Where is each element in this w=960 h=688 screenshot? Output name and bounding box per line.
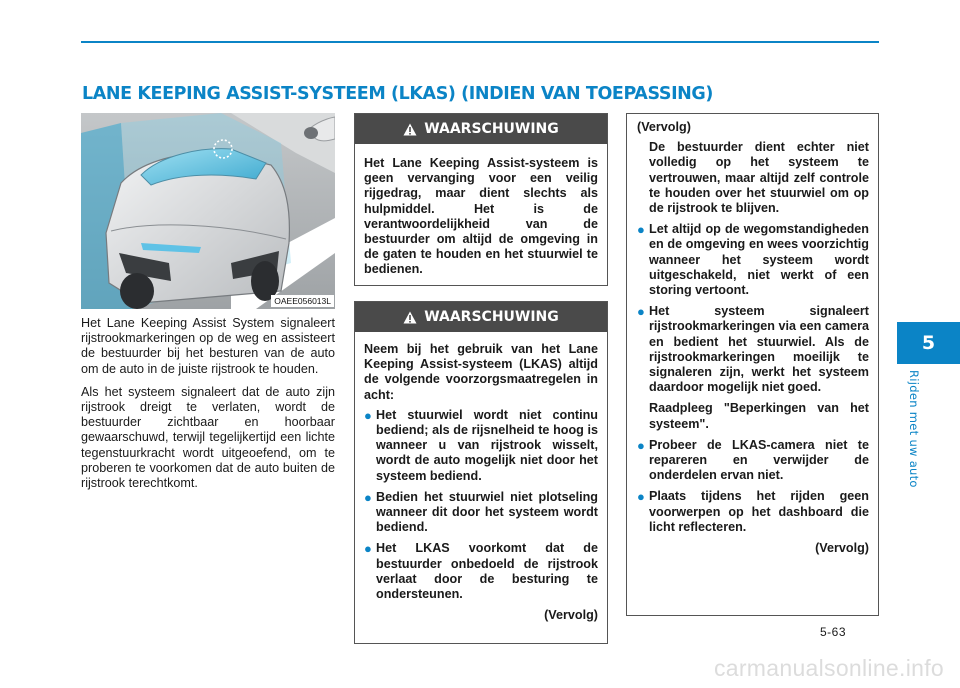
warning-header-2	[355, 302, 607, 332]
bullet-dot-icon: ●	[637, 437, 645, 453]
bullet-text: Het LKAS voorkomt dat de bestuurder onbedoeld de rijstrook verlaat door de besturing te ondersteunen.	[376, 541, 598, 602]
intro-text	[81, 316, 335, 499]
warning-header-label: WAARSCHUWING	[424, 309, 559, 325]
bullet-dot-icon: ●	[364, 541, 372, 557]
continued-box	[626, 113, 879, 616]
bullet-text: Plaats tijdens het rijden geen voorwerpen op het dashboard die licht reflecteren.	[649, 489, 869, 534]
warning-box-1	[354, 113, 608, 286]
list-item	[364, 408, 598, 484]
bullet-text: Probeer de LKAS-camera niet te repareren en verwijder de onderdelen ervan niet.	[649, 437, 869, 483]
warning-header-1	[355, 114, 607, 144]
continued-bullet-list	[637, 222, 869, 535]
section-title: LANE KEEPING ASSIST-SYSTEEM (LKAS) (INDIEN VAN TOEPASSING)	[82, 84, 713, 104]
chapter-tab: 5	[897, 322, 960, 364]
bullet-text: Het systeem signaleert rijstrookmarkeringen via een camera en bedient het stuurwiel. Als de rijstrookmarkeringen moeilijk te signaleren zijn, werkt het systeem daardoor mogelijk niet goed.	[649, 304, 869, 395]
top-rule	[81, 41, 879, 43]
warning-intro: Neem bij het gebruik van het Lane Keeping Assist-systeem (LKAS) altijd de volgende voorzorgsmaatregelen in acht:	[364, 342, 598, 402]
intro-paragraph-1: Het Lane Keeping Assist System signaleert rijstrookmarkeringen op de weg en assisteert de bestuurder bij het besturen van de auto om de auto in de juiste rijstrook te houden.	[81, 316, 335, 376]
bullet-dot-icon: ●	[637, 489, 645, 505]
continued-heading: (Vervolg)	[637, 120, 691, 134]
bullet-dot-icon: ●	[364, 489, 372, 505]
list-item	[637, 438, 869, 484]
bullet-note: Raadpleeg "Beperkingen van het systeem".	[649, 401, 869, 431]
continued-first: De bestuurder dient echter niet volledig op het systeem te vertrouwen, maar altijd zelf controle te houden over het stuurwiel om op de rijstrook te blijven.	[649, 140, 869, 216]
bullet-dot-icon: ●	[364, 407, 372, 423]
list-item	[364, 490, 598, 536]
warning-bullet-list	[364, 408, 598, 602]
warning-triangle-icon	[403, 123, 417, 136]
page-number: 5-63	[820, 625, 847, 639]
intro-paragraph-2: Als het systeem signaleert dat de auto zijn rijstrook dreigt te verlaten, wordt de bestuurder zichtbaar en hoorbaar gewaarschuwd, terwijl tegelijkertijd een lichte tegenstuurkracht wordt uitgeoefend, om te proberen te voorkomen dat de auto buiten de rijstrook terechtkomt.	[81, 384, 335, 491]
warning-text-1: Het Lane Keeping Assist-systeem is geen vervanging voor een veilig rijgedrag, maar dient slechts als hulpmiddel. Het is de verantwoordelijkheid van de bestuurder om altijd de omgeving in de gaten te houden en het stuurwiel te bedienen.	[364, 156, 598, 277]
warning-box-2	[354, 301, 608, 644]
warning-triangle-icon	[403, 311, 417, 324]
list-item	[364, 541, 598, 602]
chapter-label: Rijden met uw auto	[907, 370, 921, 488]
bullet-text: Bedien het stuurwiel niet plotseling wanneer dit door het systeem wordt bediend.	[376, 489, 598, 535]
warning-header-label: WAARSCHUWING	[424, 121, 559, 137]
bullet-dot-icon: ●	[637, 304, 645, 320]
figure-code: OAEE056013L	[271, 295, 334, 307]
continued-marker: (Vervolg)	[815, 541, 869, 556]
list-item	[637, 489, 869, 535]
lkas-illustration	[81, 113, 335, 309]
bullet-text: Het stuurwiel wordt niet continu bediend; als de rijsnelheid te hoog is wanneer u van rijstrook wisselt, wordt de auto mogelijk niet door het systeem bediend.	[376, 407, 598, 483]
bullet-dot-icon: ●	[637, 222, 645, 238]
watermark: carmanualsonline.info	[713, 655, 944, 681]
car-lane-illustration	[81, 113, 335, 309]
continued-marker: (Vervolg)	[544, 608, 598, 623]
list-item	[637, 304, 869, 432]
bullet-text: Let altijd op de wegomstandigheden en de omgeving en wees voorzichtig wanneer het systeem wordt uitgeschakeld, niet werkt of een storing vertoont.	[649, 222, 869, 298]
list-item	[637, 222, 869, 298]
